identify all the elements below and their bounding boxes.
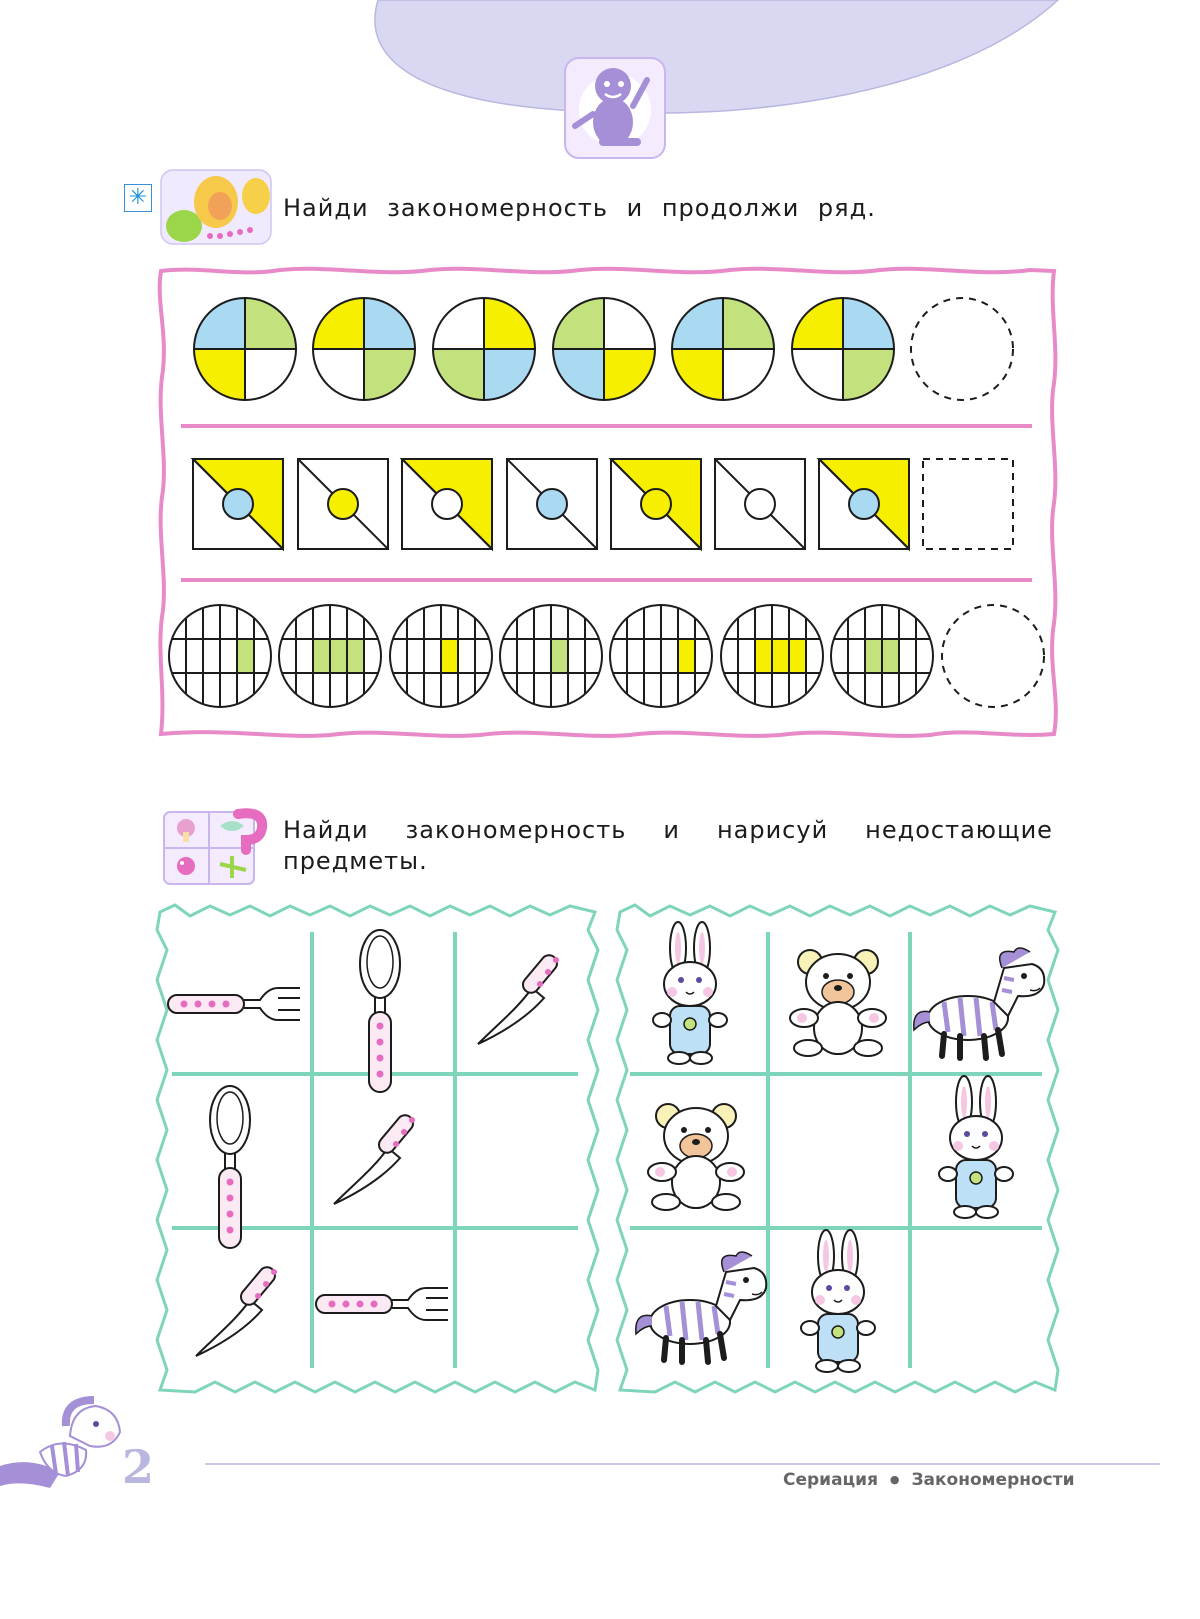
missing-item-slot-3[interactable] [774,1080,904,1224]
footer-topic: Закономерности [911,1470,1075,1490]
missing-item-slot-1[interactable] [460,1080,578,1224]
task2-word-1: Найди [283,816,369,844]
footer-breadcrumb [783,1470,1075,1490]
footer-rule [205,1463,1160,1465]
footer-section: Сериация [783,1470,878,1490]
zebra-mascot-icon [0,1396,132,1496]
missing-item-slot-4[interactable] [916,1234,1042,1364]
task2-word-4: нарисуй [716,816,829,844]
task2-word-3: и [663,816,680,844]
page-number: 2 [122,1440,155,1494]
task2-word-5: недостающие [865,816,1053,844]
missing-item-slot-2[interactable] [460,1234,578,1364]
task2-word-2: закономерность [405,816,627,844]
asterisk-icon: ✳ [124,184,152,212]
task2-instruction-line2: предметы. [283,847,428,875]
footer-separator: ● [889,1473,900,1486]
task1-instruction: Найди закономерность и продолжи ряд. [283,194,876,222]
